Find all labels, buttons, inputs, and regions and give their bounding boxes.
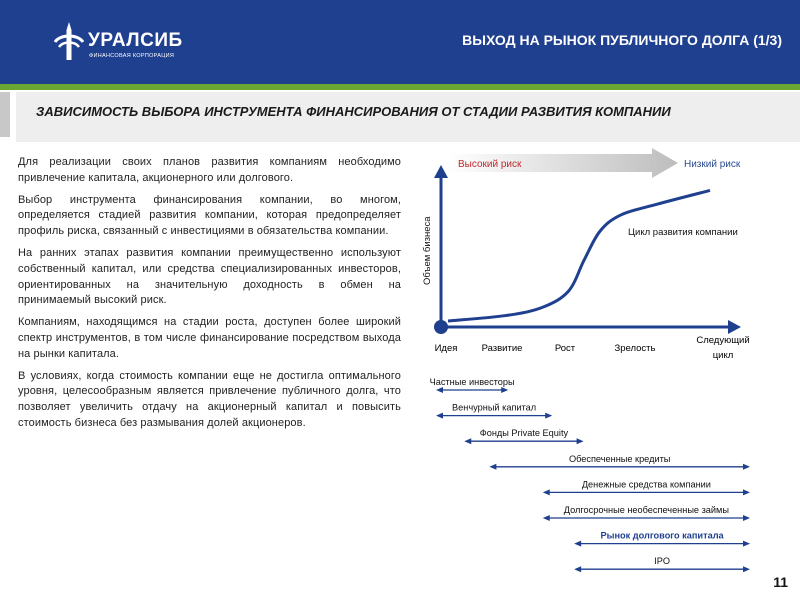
logo-name: УРАЛСИБ xyxy=(88,30,183,51)
instrument-ranges xyxy=(430,377,750,572)
paragraph: В условиях, когда стоимость компании еще не достигла оптимального уровня, целесообразным является привлечение публичного долга, что позволяет увеличить отдачу на акционерный капитал и повысить стоимость бизнеса без размывания долей акционеров. xyxy=(18,369,401,429)
range-arrowhead xyxy=(436,413,443,419)
paragraph: Для реализации своих планов развития компаниям необходимо привлечение капитала, акционерного или долгового. xyxy=(18,156,401,184)
page-number: 11 xyxy=(773,574,788,590)
range-arrowhead xyxy=(743,515,750,521)
range-arrowhead xyxy=(489,464,496,470)
header-accent-stripe xyxy=(0,84,800,90)
range-arrowhead xyxy=(577,438,584,444)
company-logo xyxy=(52,20,202,64)
range-arrowhead xyxy=(743,566,750,572)
stage-label: Зрелость xyxy=(614,343,656,354)
stage-label: Идея xyxy=(434,343,458,354)
logo-subtitle: ФИНАНСОВАЯ КОРПОРАЦИЯ xyxy=(89,53,175,59)
stage-labels xyxy=(435,335,750,361)
instrument-label: Рынок долгового капитала xyxy=(600,530,724,541)
stage-label: Развитие xyxy=(481,343,523,354)
instrument-label: Частные инвесторы xyxy=(429,377,515,387)
instrument-label: Долгосрочные необеспеченные займы xyxy=(563,505,729,515)
range-arrowhead xyxy=(574,541,581,547)
paragraph: Компаниям, находящимся на стадии роста, доступен более широкий спектр инструментов, в том числе финансирование посредством выхода на рынки капитала. xyxy=(18,316,401,360)
lifecycle-curve xyxy=(448,190,710,321)
y-axis-arrowhead xyxy=(434,165,448,178)
x-axis-arrowhead xyxy=(728,320,741,334)
axis-origin xyxy=(434,320,448,334)
instrument-label: IPO xyxy=(654,556,670,567)
risk-low-label: Низкий риск xyxy=(684,159,741,170)
range-arrowhead xyxy=(543,515,550,521)
range-arrowhead xyxy=(464,438,471,444)
instrument-label: Денежные средства компании xyxy=(581,479,711,490)
range-arrowhead xyxy=(501,387,508,393)
text-column xyxy=(18,155,401,438)
risk-high-label: Высокий риск xyxy=(458,159,522,170)
slide-title: ВЫХОД НА РЫНОК ПУБЛИЧНОГО ДОЛГА (1/3) xyxy=(462,32,782,48)
range-arrowhead xyxy=(436,387,443,393)
range-arrowhead xyxy=(543,489,550,495)
instrument-label: Обеспеченные кредиты xyxy=(568,453,671,464)
stage-label: цикл xyxy=(712,350,734,361)
range-arrowhead xyxy=(743,489,750,495)
range-arrowhead xyxy=(545,413,552,419)
instrument-label: Венчурный капитал xyxy=(452,402,537,413)
logo-emblem-icon xyxy=(52,20,86,64)
y-axis-label: Объем бизнеса xyxy=(422,216,433,285)
stage-label: Следующий xyxy=(696,335,750,346)
range-arrowhead xyxy=(743,541,750,547)
stage-label: Рост xyxy=(554,343,576,354)
range-arrowhead xyxy=(574,566,581,572)
instrument-label: Фонды Private Equity xyxy=(479,428,569,439)
side-accent-bar xyxy=(0,92,10,137)
curve-label: Цикл развития компании xyxy=(628,227,738,238)
range-arrowhead xyxy=(743,464,750,470)
paragraph: Выбор инструмента финансирования компании, во многом, определяется стадией развития компании, которая предопределяет профиль риска, связанный с инвестициями в обязательства компании. xyxy=(18,193,401,238)
lifecycle-chart xyxy=(410,145,790,585)
slide-subtitle: ЗАВИСИМОСТЬ ВЫБОРА ИНСТРУМЕНТА ФИНАНСИРОВАНИЯ ОТ СТАДИИ РАЗВИТИЯ КОМПАНИИ xyxy=(36,104,671,119)
paragraph: На ранних этапах развития компании преимущественно используют собственный капитал, или средства специализированных инвесторов, ориентированных на значительную доходность в обмен на принимаемый высокий риск. xyxy=(18,246,401,307)
